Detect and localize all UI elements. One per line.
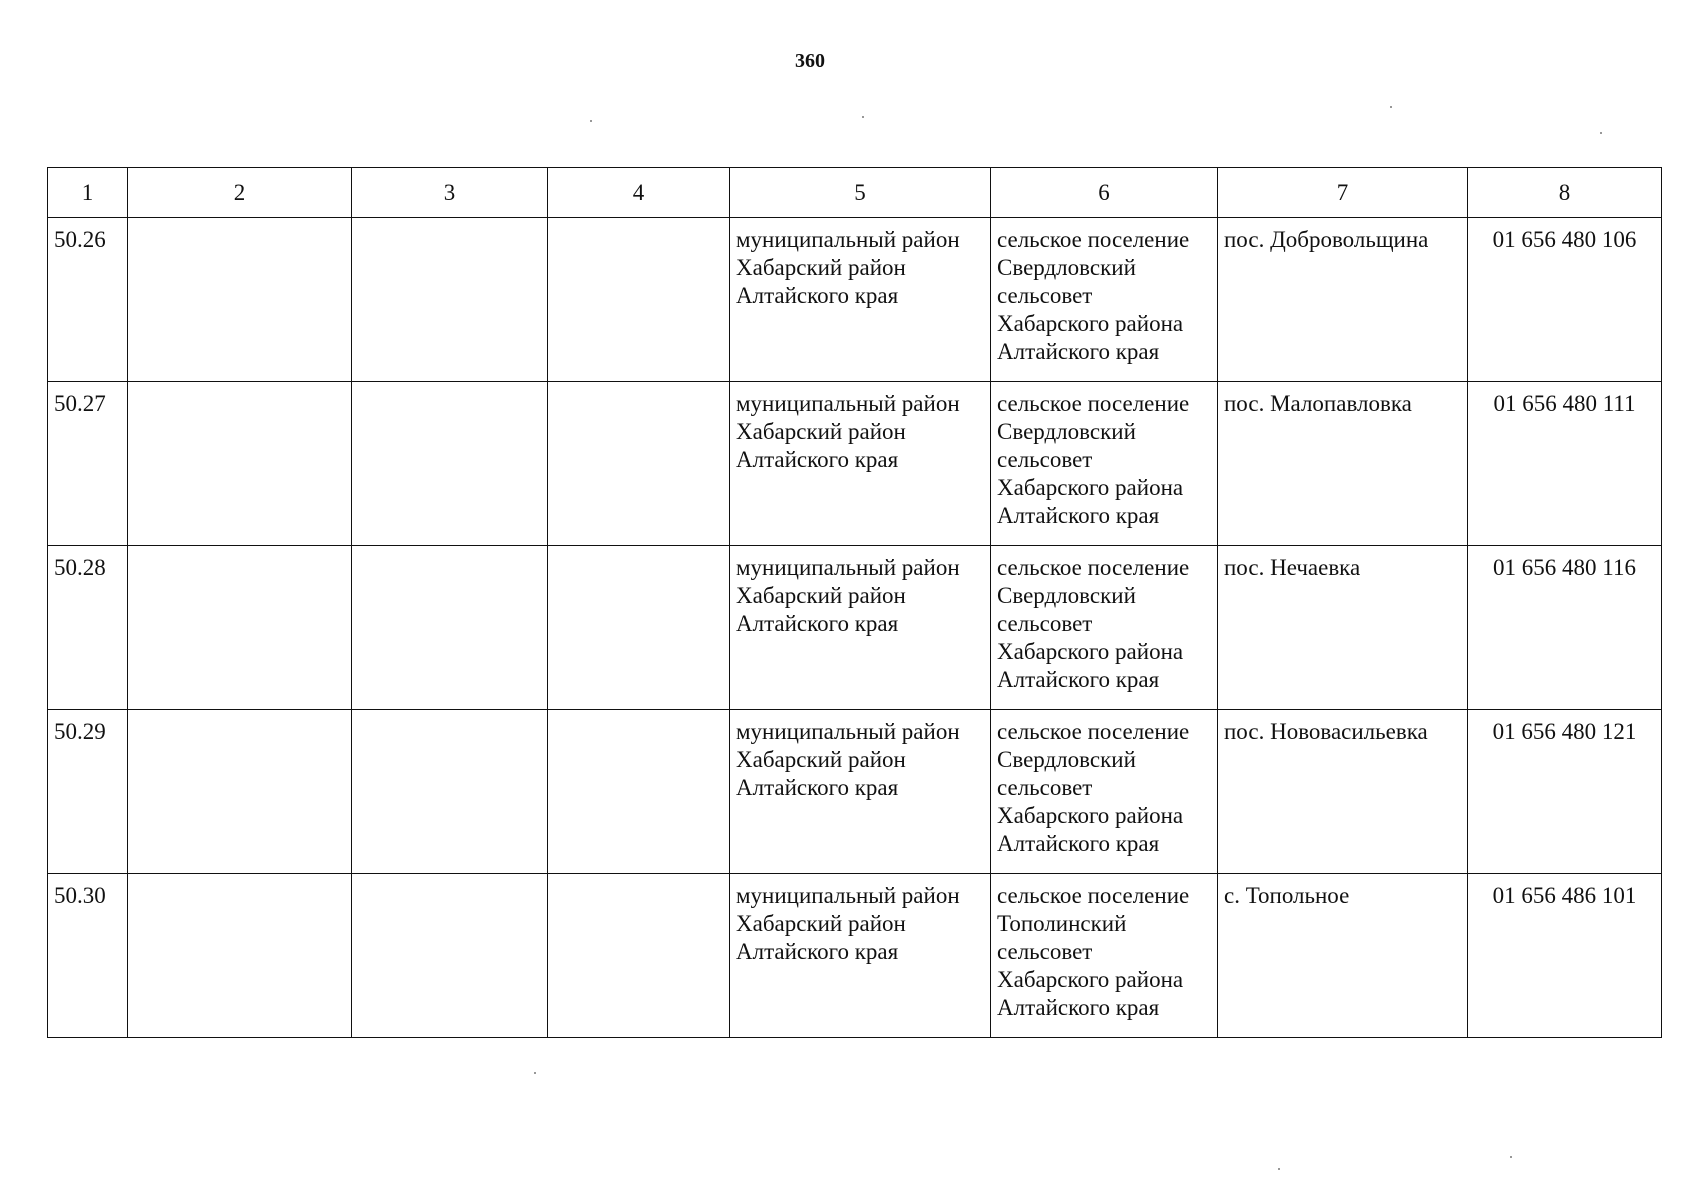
municipal-district-cell: муниципальный район Хабарский район Алтайского края	[730, 710, 991, 874]
locality-cell: пос. Малопавловка	[1218, 382, 1468, 546]
scan-speck	[1390, 106, 1392, 108]
table-cell	[128, 710, 352, 874]
column-header: 6	[991, 168, 1218, 218]
municipal-district-cell: муниципальный район Хабарский район Алтайского края	[730, 874, 991, 1038]
settlement-cell: сельское поселение Свердловский сельсовет Хабарского района Алтайского края	[991, 710, 1218, 874]
scan-speck	[534, 1072, 536, 1074]
locality-cell: пос. Нечаевка	[1218, 546, 1468, 710]
code-cell: 01 656 480 111	[1468, 382, 1662, 546]
locality-cell: пос. Добровольщина	[1218, 218, 1468, 382]
table-cell	[548, 710, 730, 874]
table-row	[48, 874, 1662, 1038]
locality-cell: с. Топольное	[1218, 874, 1468, 1038]
row-number-cell: 50.28	[48, 546, 128, 710]
data-table	[47, 167, 1662, 1038]
row-number-cell: 50.26	[48, 218, 128, 382]
settlement-cell: сельское поселение Тополинский сельсовет Хабарского района Алтайского края	[991, 874, 1218, 1038]
column-header: 5	[730, 168, 991, 218]
settlement-cell: сельское поселение Свердловский сельсовет Хабарского района Алтайского края	[991, 218, 1218, 382]
table-cell	[548, 874, 730, 1038]
row-number-cell: 50.29	[48, 710, 128, 874]
table-row	[48, 710, 1662, 874]
table-cell	[352, 710, 548, 874]
column-header: 2	[128, 168, 352, 218]
table-row	[48, 546, 1662, 710]
municipal-district-cell: муниципальный район Хабарский район Алтайского края	[730, 382, 991, 546]
code-cell: 01 656 480 116	[1468, 546, 1662, 710]
table-row	[48, 382, 1662, 546]
settlement-cell: сельское поселение Свердловский сельсовет Хабарского района Алтайского края	[991, 546, 1218, 710]
table-cell	[128, 546, 352, 710]
scan-speck	[862, 116, 864, 118]
table-cell	[352, 218, 548, 382]
municipal-district-cell: муниципальный район Хабарский район Алтайского края	[730, 546, 991, 710]
table-cell	[548, 218, 730, 382]
row-number-cell: 50.27	[48, 382, 128, 546]
column-header: 1	[48, 168, 128, 218]
column-header: 8	[1468, 168, 1662, 218]
scan-speck	[1600, 132, 1602, 134]
table-cell	[352, 874, 548, 1038]
table-cell	[128, 382, 352, 546]
table-cell	[352, 382, 548, 546]
scan-speck	[590, 120, 592, 122]
scan-speck	[1278, 1168, 1280, 1170]
column-header: 3	[352, 168, 548, 218]
code-cell: 01 656 480 121	[1468, 710, 1662, 874]
table-cell	[128, 218, 352, 382]
table-cell	[548, 546, 730, 710]
table-cell	[548, 382, 730, 546]
column-header: 7	[1218, 168, 1468, 218]
scan-speck	[1510, 1156, 1512, 1158]
row-number-cell: 50.30	[48, 874, 128, 1038]
column-header: 4	[548, 168, 730, 218]
table-header-row	[48, 168, 1662, 218]
page-number: 360	[795, 50, 825, 72]
code-cell: 01 656 480 106	[1468, 218, 1662, 382]
table-row	[48, 218, 1662, 382]
locality-cell: пос. Нововасильевка	[1218, 710, 1468, 874]
code-cell: 01 656 486 101	[1468, 874, 1662, 1038]
municipal-district-cell: муниципальный район Хабарский район Алтайского края	[730, 218, 991, 382]
table-cell	[352, 546, 548, 710]
table-cell	[128, 874, 352, 1038]
settlement-cell: сельское поселение Свердловский сельсовет Хабарского района Алтайского края	[991, 382, 1218, 546]
